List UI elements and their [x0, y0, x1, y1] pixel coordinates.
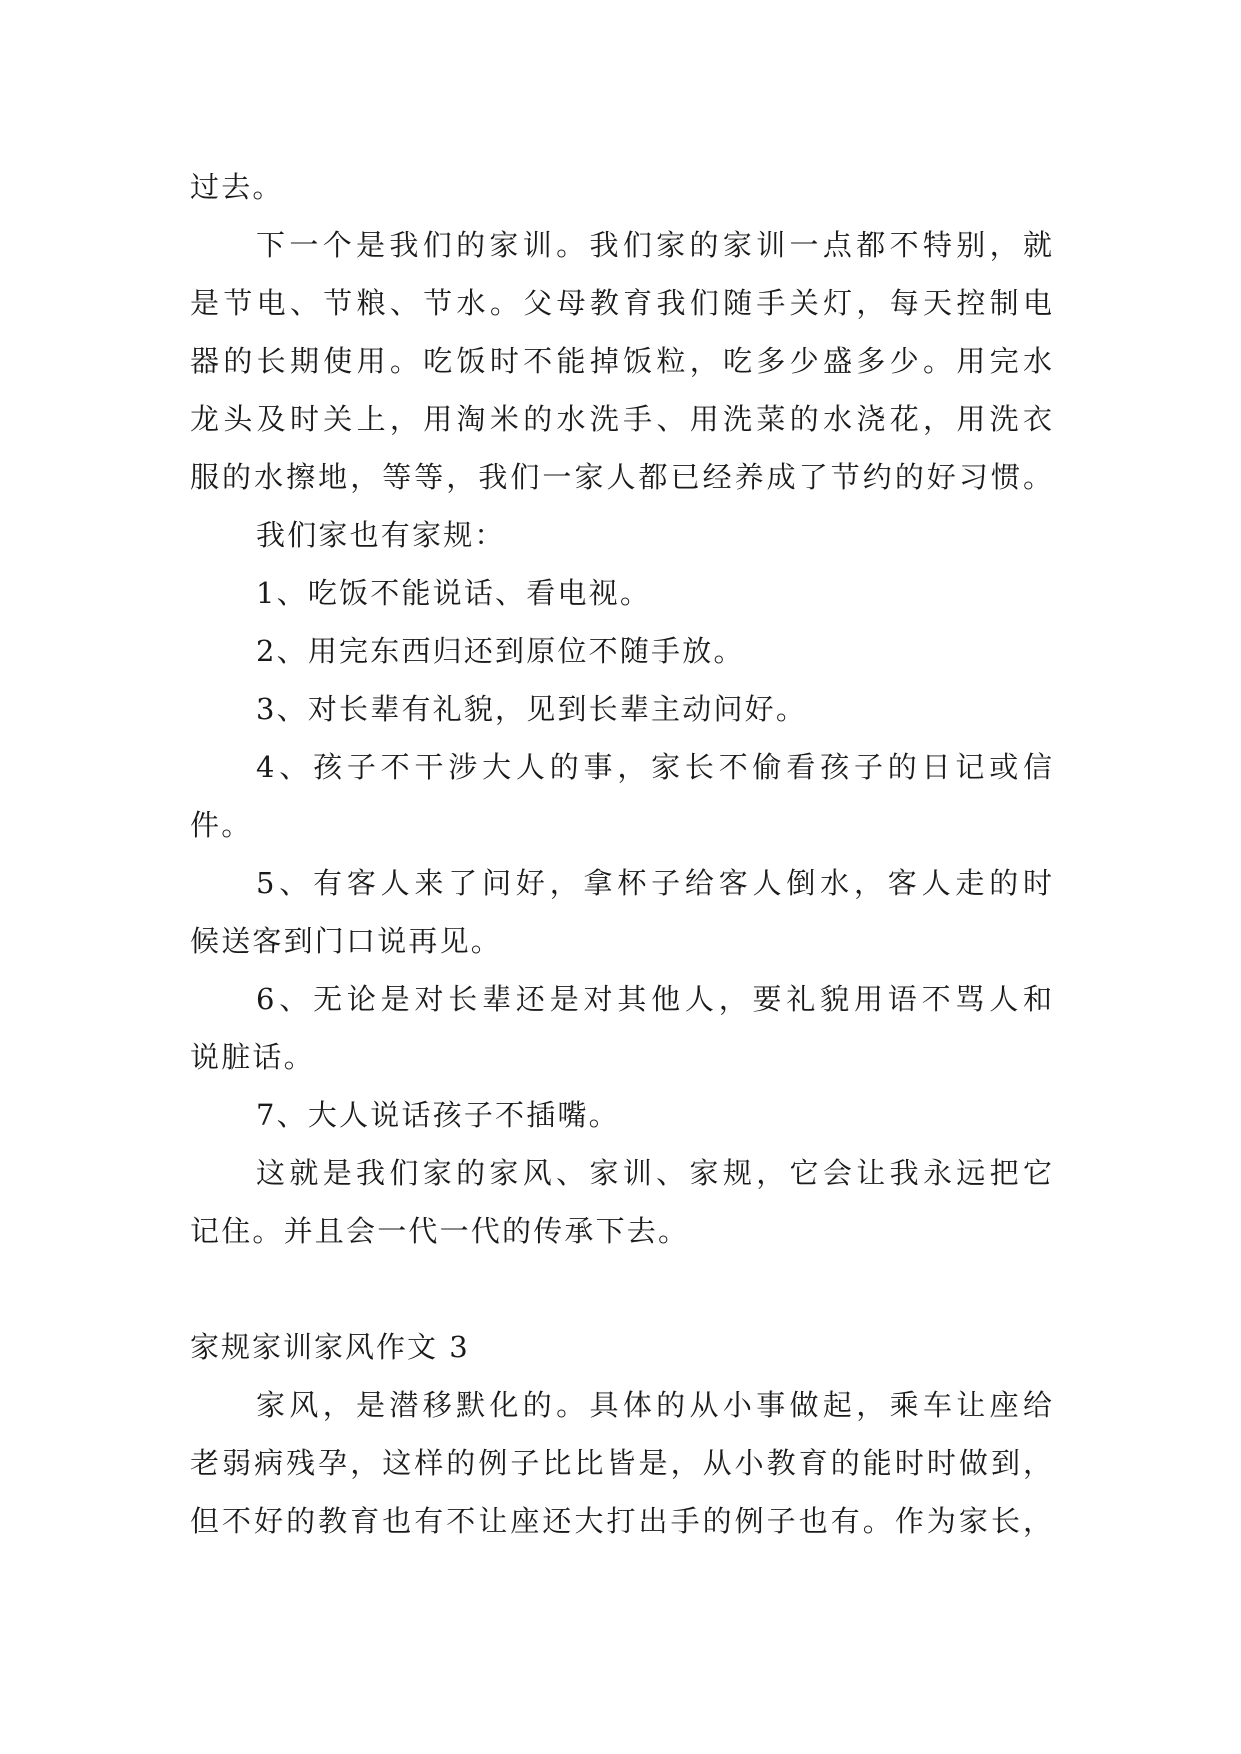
text-line: 是节电、节粮、节水。父母教育我们随手关灯，每天控制电 — [190, 286, 1052, 320]
text-line: 记住。并且会一代一代的传承下去。 — [190, 1214, 690, 1248]
list-item: 7、大人说话孩子不插嘴。 — [256, 1098, 620, 1132]
list-item-continuation: 候送客到门口说再见。 — [190, 924, 503, 958]
text-line: 服的水擦地，等等，我们一家人都已经养成了节约的好习惯。 — [190, 460, 1052, 494]
list-item: 2、用完东西归还到原位不随手放。 — [256, 634, 745, 668]
text-line: 家风，是潜移默化的。具体的从小事做起，乘车让座给 — [256, 1388, 1052, 1422]
text-line: 器的长期使用。吃饭时不能掉饭粒，吃多少盛多少。用完水 — [190, 344, 1052, 378]
list-item: 4、孩子不干涉大人的事，家长不偷看孩子的日记或信 — [256, 750, 1052, 784]
text-line: 龙头及时关上，用淘米的水洗手、用洗菜的水浇花，用洗衣 — [190, 402, 1052, 436]
list-item: 6、无论是对长辈还是对其他人，要礼貌用语不骂人和 — [256, 982, 1052, 1016]
list-item: 3、对长辈有礼貌，见到长辈主动问好。 — [256, 692, 808, 726]
list-item-continuation: 件。 — [190, 808, 253, 842]
text-line: 老弱病残孕，这样的例子比比皆是，从小教育的能时时做到， — [190, 1446, 1052, 1480]
text-line: 这就是我们家的家风、家训、家规，它会让我永远把它 — [256, 1156, 1052, 1190]
text-line: 但不好的教育也有不让座还大打出手的例子也有。作为家长， — [190, 1504, 1052, 1538]
text-line: 过去。 — [190, 170, 284, 204]
list-item: 5、有客人来了问好，拿杯子给客人倒水，客人走的时 — [256, 866, 1052, 900]
list-item: 1、吃饭不能说话、看电视。 — [256, 576, 652, 610]
text-line: 下一个是我们的家训。我们家的家训一点都不特别，就 — [256, 228, 1052, 262]
document-body — [190, 158, 1052, 1550]
list-item-continuation: 说脏话。 — [190, 1040, 315, 1074]
section-spacer — [190, 1260, 1052, 1318]
text-line: 我们家也有家规： — [256, 518, 506, 552]
section-title: 家规家训家风作文 3 — [190, 1330, 470, 1364]
